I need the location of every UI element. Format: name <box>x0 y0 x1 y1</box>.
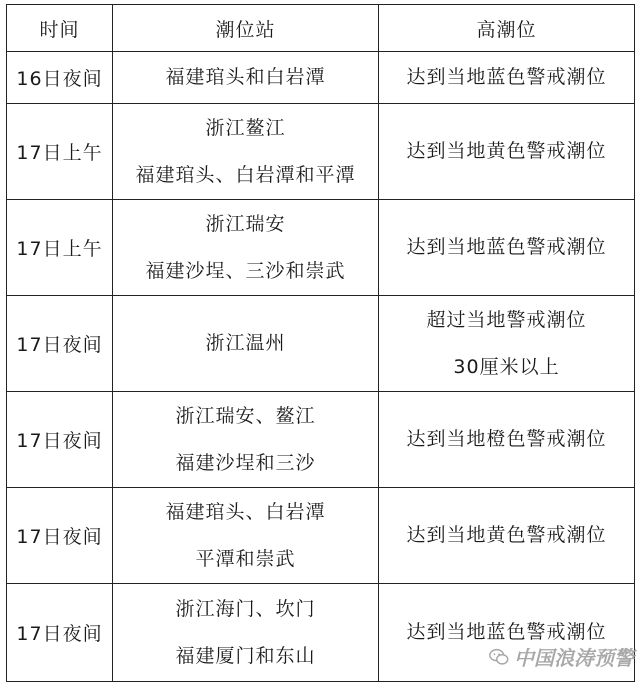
level-cell <box>379 104 635 200</box>
level-line: 达到当地黄色警戒潮位 <box>406 140 607 162</box>
level-line: 达到当地橙色警戒潮位 <box>406 428 607 450</box>
time-cell: 17日夜间 <box>7 584 113 682</box>
station-cell <box>113 392 379 488</box>
table-row <box>7 392 635 488</box>
time-cell: 17日上午 <box>7 104 113 200</box>
time-cell: 17日夜间 <box>7 488 113 584</box>
station-line: 福建沙埕和三沙 <box>175 451 316 474</box>
station-line: 福建琯头和白岩潭 <box>165 66 326 88</box>
station-cell <box>113 584 379 682</box>
header-tide-level: 高潮位 <box>379 5 635 52</box>
station-line: 福建琯头、白岩潭和平潭 <box>135 163 356 186</box>
watermark <box>488 642 634 671</box>
level-cell <box>379 200 635 296</box>
station-line: 福建琯头、白岩潭 <box>165 500 326 523</box>
tide-warning-table <box>6 4 635 682</box>
level-line: 达到当地蓝色警戒潮位 <box>406 236 607 258</box>
station-line: 浙江瑞安、鳌江 <box>175 404 316 427</box>
station-line: 浙江温州 <box>205 332 286 354</box>
level-cell <box>379 296 635 392</box>
station-cell <box>113 488 379 584</box>
header-time: 时间 <box>7 5 113 52</box>
station-line: 平潭和崇武 <box>195 547 296 570</box>
table-row <box>7 296 635 392</box>
station-cell <box>113 296 379 392</box>
time-cell: 17日上午 <box>7 200 113 296</box>
station-line: 福建沙埕、三沙和崇武 <box>145 259 346 282</box>
watermark-text: 中国浪涛预警 <box>514 646 634 670</box>
level-line: 达到当地蓝色警戒潮位 <box>406 621 607 643</box>
time-cell: 17日夜间 <box>7 296 113 392</box>
level-line: 达到当地黄色警戒潮位 <box>406 524 607 546</box>
station-cell <box>113 200 379 296</box>
level-line: 超过当地警戒潮位 <box>426 308 587 331</box>
level-cell <box>379 488 635 584</box>
table-row <box>7 104 635 200</box>
table-header-row <box>7 5 635 52</box>
station-line: 浙江海门、坎门 <box>175 597 316 620</box>
wechat-icon <box>488 646 510 668</box>
station-cell <box>113 52 379 104</box>
time-cell: 17日夜间 <box>7 392 113 488</box>
table-row <box>7 488 635 584</box>
level-cell <box>379 52 635 104</box>
station-line: 福建厦门和东山 <box>175 644 316 667</box>
station-line: 浙江瑞安 <box>205 212 286 235</box>
level-line: 30厘米以上 <box>453 355 560 378</box>
time-cell: 16日夜间 <box>7 52 113 104</box>
table-row <box>7 52 635 104</box>
level-line: 达到当地蓝色警戒潮位 <box>406 66 607 88</box>
table-row <box>7 200 635 296</box>
station-line: 浙江鳌江 <box>205 116 286 139</box>
header-station: 潮位站 <box>113 5 379 52</box>
station-cell <box>113 104 379 200</box>
level-cell <box>379 392 635 488</box>
